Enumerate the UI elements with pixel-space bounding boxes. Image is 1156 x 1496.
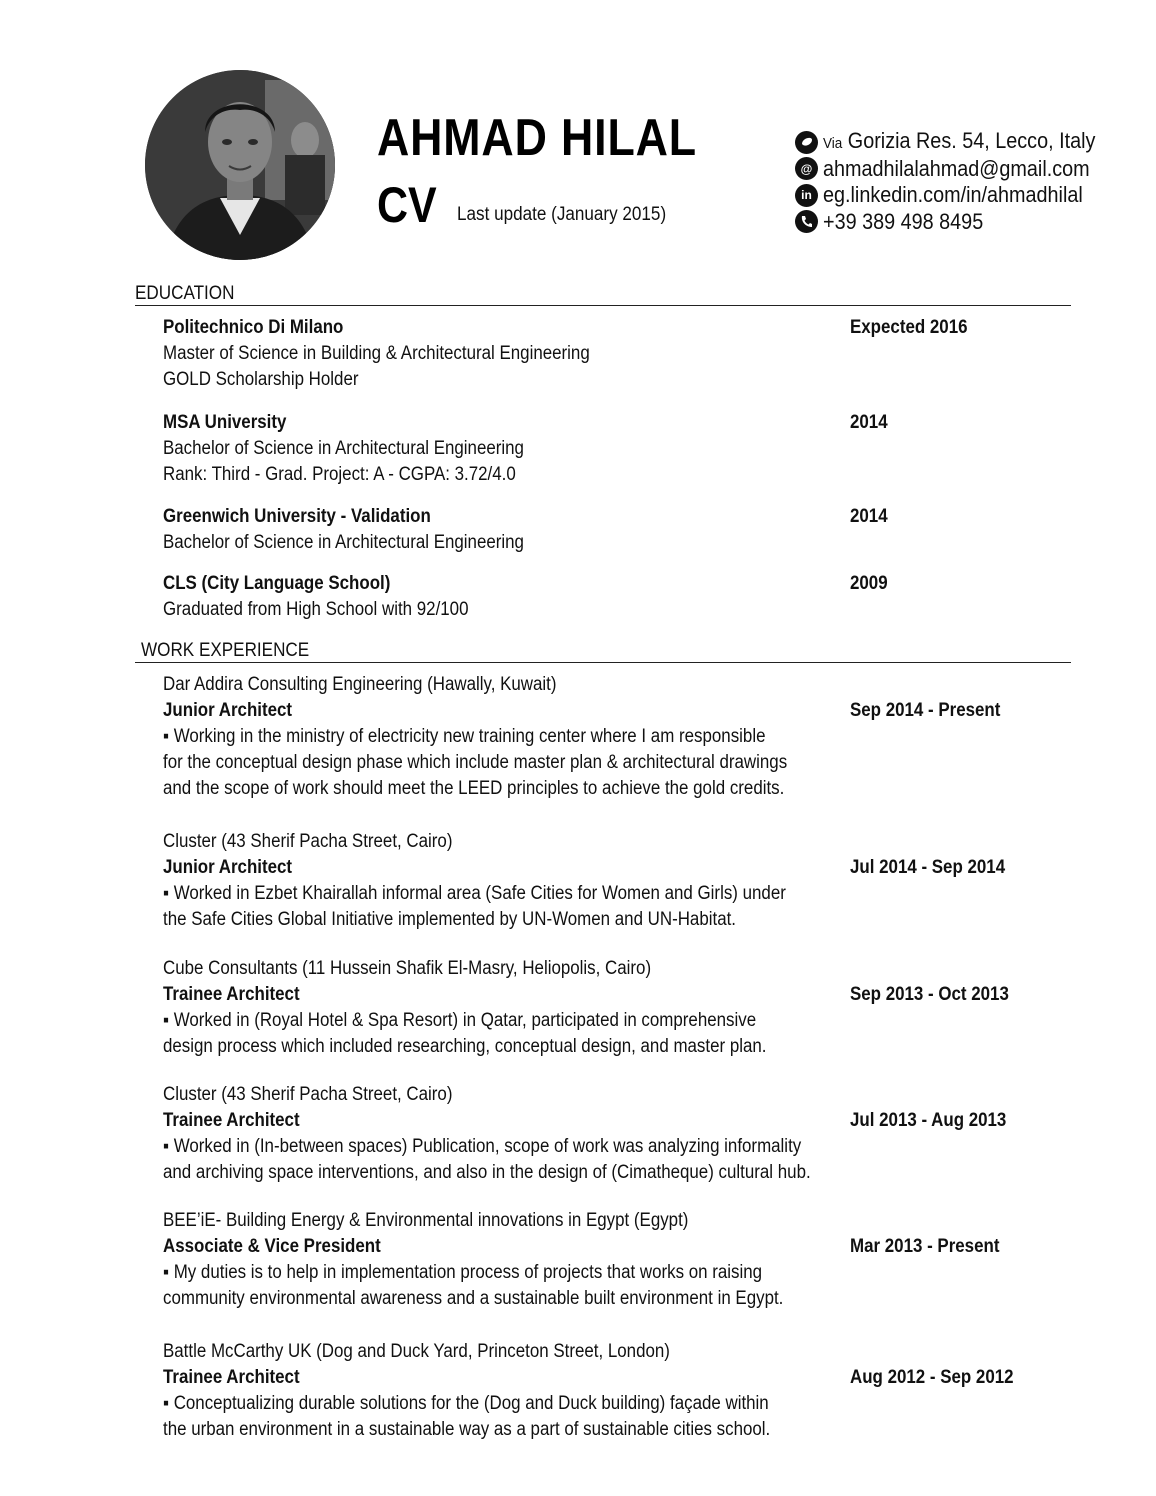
address-text: Gorizia Res. 54, Lecco, Italy bbox=[847, 127, 1096, 153]
education-item bbox=[163, 315, 1083, 393]
location-icon bbox=[795, 131, 818, 154]
education-item bbox=[163, 504, 1083, 556]
education-date: 2014 bbox=[850, 506, 888, 527]
work-description: ▪ Worked in (Royal Hotel & Spa Resort) in Qatar, participated in comprehensive bbox=[163, 1010, 757, 1031]
education-detail: Master of Science in Building & Architectural Engineering bbox=[163, 343, 590, 364]
work-item bbox=[163, 956, 1083, 1060]
work-item bbox=[163, 1082, 1083, 1186]
phone-text: +39 389 498 8495 bbox=[823, 208, 984, 234]
work-item bbox=[163, 1208, 1083, 1312]
last-update: Last update (January 2015) bbox=[457, 204, 667, 225]
profile-photo bbox=[145, 70, 335, 260]
work-description: the urban environment in a sustainable way as a part of sustainable cities school. bbox=[163, 1419, 771, 1440]
education-detail: Bachelor of Science in Architectural Engineering bbox=[163, 438, 524, 459]
work-company: Cube Consultants (11 Hussein Shafik El-Masry, Heliopolis, Cairo) bbox=[163, 958, 652, 979]
work-date: Jul 2014 - Sep 2014 bbox=[850, 857, 1006, 878]
work-description: design process which included researching, conceptual design, and master plan. bbox=[163, 1036, 767, 1057]
work-item bbox=[163, 1339, 1083, 1443]
contact-phone bbox=[795, 209, 1126, 236]
education-date: 2014 bbox=[850, 412, 888, 433]
linkedin-link[interactable]: eg.linkedin.com/in/ahmadhilal bbox=[823, 182, 1083, 208]
work-role: Trainee Architect bbox=[163, 1110, 300, 1131]
work-role: Trainee Architect bbox=[163, 1367, 300, 1388]
education-item bbox=[163, 571, 1083, 623]
work-date: Mar 2013 - Present bbox=[850, 1236, 1000, 1257]
education-date: 2009 bbox=[850, 573, 888, 594]
work-role: Junior Architect bbox=[163, 857, 293, 878]
contact-email bbox=[795, 156, 1126, 183]
work-company: Battle McCarthy UK (Dog and Duck Yard, Princeton Street, London) bbox=[163, 1341, 670, 1362]
work-role: Junior Architect bbox=[163, 700, 293, 721]
work-date: Sep 2014 - Present bbox=[850, 700, 1001, 721]
address-prefix: Via bbox=[823, 134, 843, 152]
work-company: Dar Addira Consulting Engineering (Hawally, Kuwait) bbox=[163, 674, 557, 695]
portrait-illustration bbox=[145, 70, 335, 260]
work-role: Associate & Vice President bbox=[163, 1236, 381, 1257]
work-company: Cluster (43 Sherif Pacha Street, Cairo) bbox=[163, 831, 453, 852]
work-description: ▪ Worked in Ezbet Khairallah informal area (Safe Cities for Women and Girls) under bbox=[163, 883, 786, 904]
contact-address bbox=[795, 129, 1126, 156]
education-institution: Greenwich University - Validation bbox=[163, 506, 431, 527]
education-institution: CLS (City Language School) bbox=[163, 573, 391, 594]
work-date: Jul 2013 - Aug 2013 bbox=[850, 1110, 1007, 1131]
work-description: ▪ Worked in (In-between spaces) Publication, scope of work was analyzing informality bbox=[163, 1136, 802, 1157]
work-description: community environmental awareness and a sustainable built environment in Egypt. bbox=[163, 1288, 784, 1309]
email-link[interactable]: ahmadhilalahmad@gmail.com bbox=[823, 155, 1090, 181]
contact-linkedin bbox=[795, 182, 1126, 209]
work-company: Cluster (43 Sherif Pacha Street, Cairo) bbox=[163, 1084, 453, 1105]
work-description: and the scope of work should meet the LEED principles to achieve the gold credits. bbox=[163, 778, 785, 799]
education-institution: Politechnico Di Milano bbox=[163, 317, 344, 338]
education-item bbox=[163, 410, 1083, 488]
work-description: ▪ Conceptualizing durable solutions for the (Dog and Duck building) façade within bbox=[163, 1393, 769, 1414]
phone-icon bbox=[795, 210, 818, 233]
education-institution: MSA University bbox=[163, 412, 287, 433]
work-experience-heading: WORK EXPERIENCE bbox=[135, 640, 1071, 663]
education-date: Expected 2016 bbox=[850, 317, 968, 338]
work-item bbox=[163, 829, 1083, 933]
education-detail: GOLD Scholarship Holder bbox=[163, 369, 359, 390]
education-detail: Bachelor of Science in Architectural Engineering bbox=[163, 532, 524, 553]
education-heading: EDUCATION bbox=[135, 283, 1071, 306]
work-date: Aug 2012 - Sep 2012 bbox=[850, 1367, 1014, 1388]
work-description: the Safe Cities Global Initiative implemented by UN-Women and UN-Habitat. bbox=[163, 909, 737, 930]
work-item bbox=[163, 672, 1083, 802]
work-role: Trainee Architect bbox=[163, 984, 300, 1005]
cv-title: CV bbox=[377, 177, 437, 233]
contact-list bbox=[795, 129, 1126, 235]
education-detail: Rank: Third - Grad. Project: A - CGPA: 3.72/4.0 bbox=[163, 464, 516, 485]
work-description: and archiving space interventions, and also in the design of (Cimatheque) cultural hub. bbox=[163, 1162, 811, 1183]
email-icon: @ bbox=[795, 157, 818, 180]
work-company: BEE’iE- Building Energy & Environmental innovations in Egypt (Egypt) bbox=[163, 1210, 689, 1231]
work-description: ▪ My duties is to help in implementation process of projects that works on raising bbox=[163, 1262, 763, 1283]
education-detail: Graduated from High School with 92/100 bbox=[163, 599, 469, 620]
work-description: ▪ Working in the ministry of electricity new training center where I am responsible bbox=[163, 726, 766, 747]
candidate-name: AHMAD HILAL bbox=[377, 109, 697, 167]
linkedin-icon: in bbox=[795, 184, 818, 207]
work-description: for the conceptual design phase which include master plan & architectural drawings bbox=[163, 752, 788, 773]
work-date: Sep 2013 - Oct 2013 bbox=[850, 984, 1009, 1005]
